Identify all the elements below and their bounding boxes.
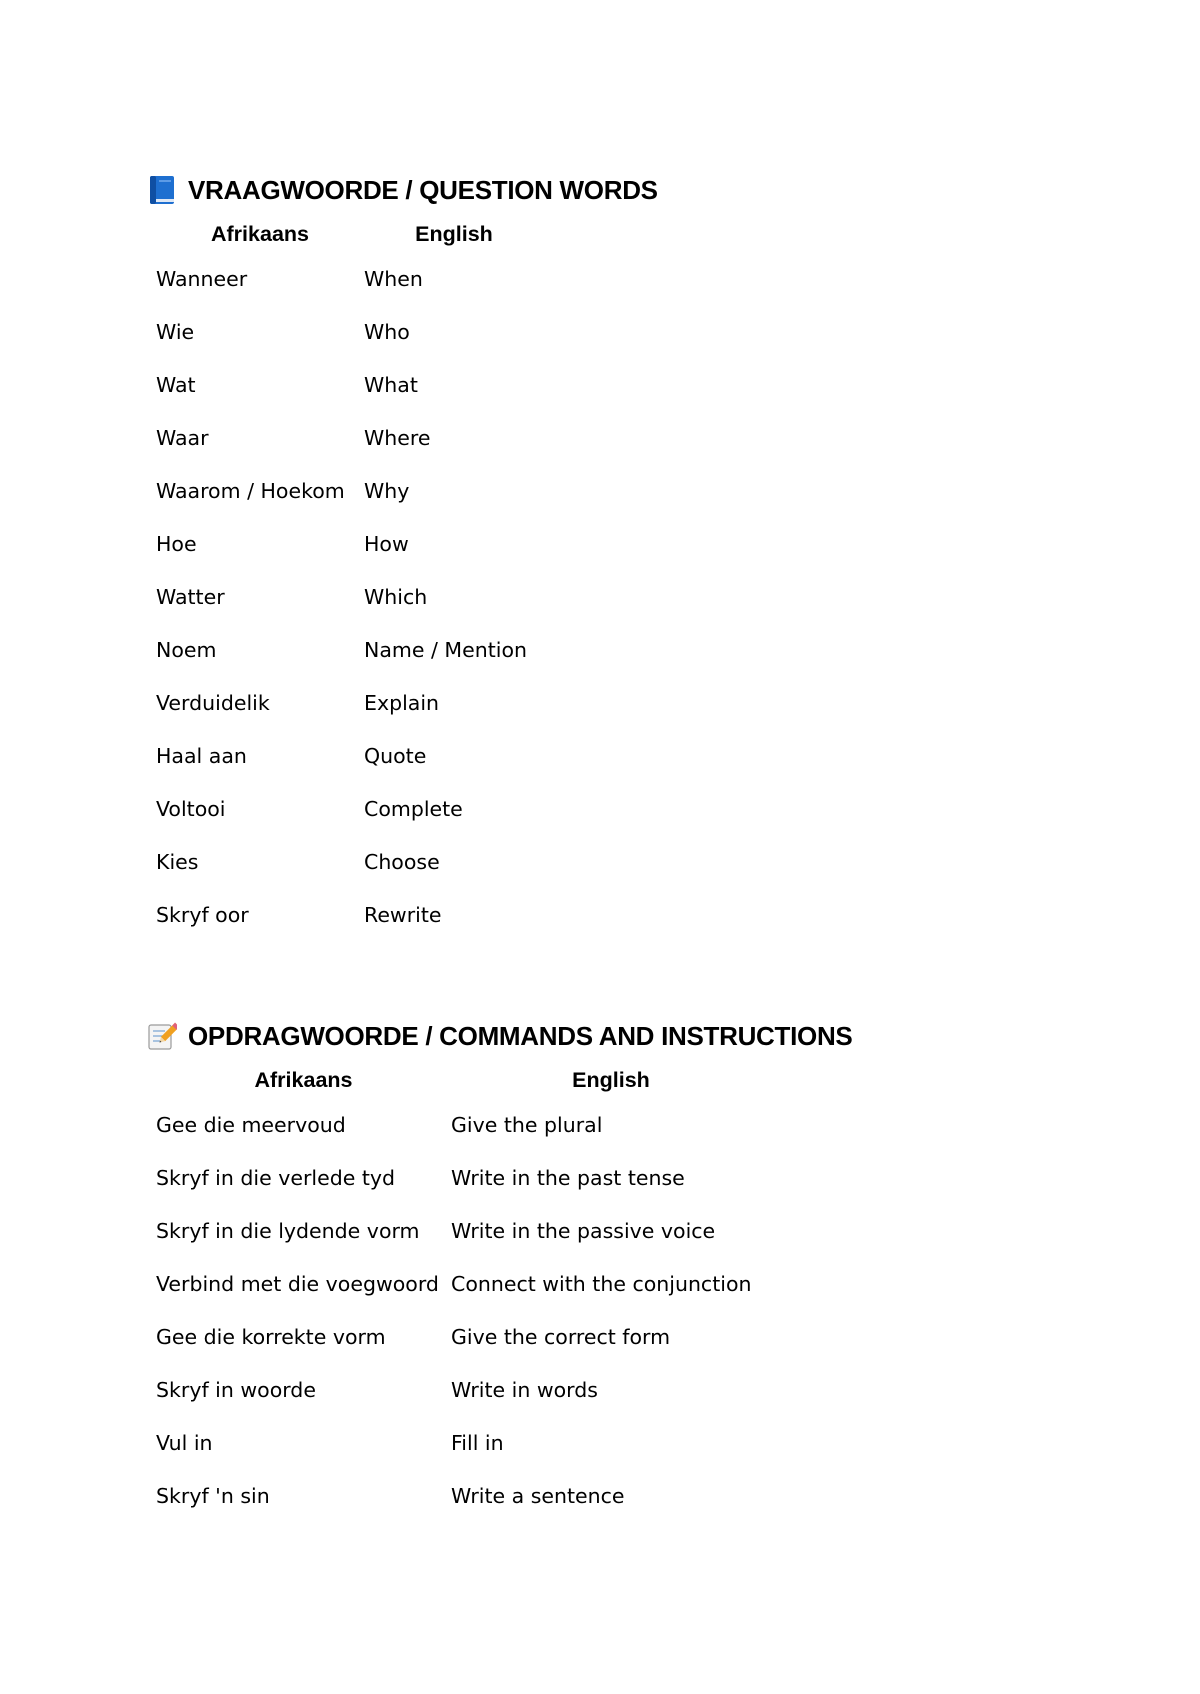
table-row (156, 1484, 771, 1537)
column-header-afrikaans: Afrikaans (211, 222, 309, 246)
afrikaans-term: Verbind met die voegwoord (156, 1272, 439, 1296)
afrikaans-term: Skryf in die verlede tyd (156, 1166, 396, 1190)
table-row (156, 585, 544, 638)
english-translation: Which (364, 585, 428, 609)
english-translation: Quote (364, 744, 427, 768)
english-translation: Write in words (451, 1378, 598, 1402)
english-translation: Connect with the conjunction (451, 1272, 752, 1296)
english-translation: When (364, 267, 423, 291)
table-header-row (156, 1068, 771, 1113)
table-row (156, 320, 544, 373)
english-translation: Explain (364, 691, 440, 715)
commands-rows (156, 1113, 771, 1537)
table-row (156, 1219, 771, 1272)
table-row (156, 1431, 771, 1484)
table-row (156, 1166, 771, 1219)
afrikaans-term: Skryf oor (156, 903, 249, 927)
table-row (156, 373, 544, 426)
afrikaans-term: Haal aan (156, 744, 247, 768)
english-translation: Fill in (451, 1431, 504, 1455)
column-header-english: English (572, 1068, 650, 1092)
english-translation: Choose (364, 850, 440, 874)
english-translation: How (364, 532, 409, 556)
table-row (156, 744, 544, 797)
afrikaans-term: Kies (156, 850, 199, 874)
commands-title: OPDRAGWOORDE / COMMANDS AND INSTRUCTIONS (188, 1020, 853, 1051)
table-row (156, 1378, 771, 1431)
english-translation: Give the plural (451, 1113, 603, 1137)
table-row (156, 903, 544, 956)
afrikaans-term: Gee die korrekte vorm (156, 1325, 386, 1349)
english-translation: What (364, 373, 418, 397)
question-words-rows (156, 267, 544, 956)
english-translation: Write in the passive voice (451, 1219, 716, 1243)
afrikaans-term: Skryf in die lydende vorm (156, 1219, 420, 1243)
table-row (156, 797, 544, 850)
table-row (156, 479, 544, 532)
table-row (156, 850, 544, 903)
table-row (156, 638, 544, 691)
afrikaans-term: Noem (156, 638, 217, 662)
afrikaans-term: Wie (156, 320, 195, 344)
column-header-afrikaans: Afrikaans (254, 1068, 353, 1092)
blue-book-icon (147, 175, 177, 205)
english-translation: Give the correct form (451, 1325, 671, 1349)
english-translation: Complete (364, 797, 463, 821)
table-row (156, 691, 544, 744)
afrikaans-term: Vul in (156, 1431, 213, 1455)
afrikaans-term: Hoe (156, 532, 197, 556)
table-row (156, 426, 544, 479)
afrikaans-term: Waar (156, 426, 209, 450)
memo-icon (147, 1021, 177, 1051)
question-words-table (156, 222, 544, 956)
english-translation: Write in the past tense (451, 1166, 685, 1190)
column-header-english: English (415, 222, 493, 246)
afrikaans-term: Wat (156, 373, 196, 397)
english-translation: Write a sentence (451, 1484, 625, 1508)
afrikaans-term: Watter (156, 585, 225, 609)
afrikaans-term: Waarom / Hoekom (156, 479, 345, 503)
table-row (156, 1325, 771, 1378)
afrikaans-term: Gee die meervoud (156, 1113, 346, 1137)
table-row (156, 1113, 771, 1166)
english-translation: Who (364, 320, 410, 344)
afrikaans-term: Verduidelik (156, 691, 270, 715)
table-row (156, 1272, 771, 1325)
question-words-title: VRAAGWOORDE / QUESTION WORDS (188, 174, 658, 205)
table-row (156, 267, 544, 320)
afrikaans-term: Skryf 'n sin (156, 1484, 270, 1508)
afrikaans-term: Skryf in woorde (156, 1378, 316, 1402)
commands-table (156, 1068, 771, 1537)
afrikaans-term: Voltooi (156, 797, 226, 821)
english-translation: Why (364, 479, 410, 503)
english-translation: Rewrite (364, 903, 442, 927)
commands-section (147, 1016, 852, 1537)
english-translation: Where (364, 426, 431, 450)
commands-heading (147, 1016, 852, 1056)
afrikaans-term: Wanneer (156, 267, 248, 291)
table-header-row (156, 222, 544, 267)
english-translation: Name / Mention (364, 638, 527, 662)
question-words-heading (147, 170, 658, 210)
question-words-section (147, 170, 658, 956)
table-row (156, 532, 544, 585)
